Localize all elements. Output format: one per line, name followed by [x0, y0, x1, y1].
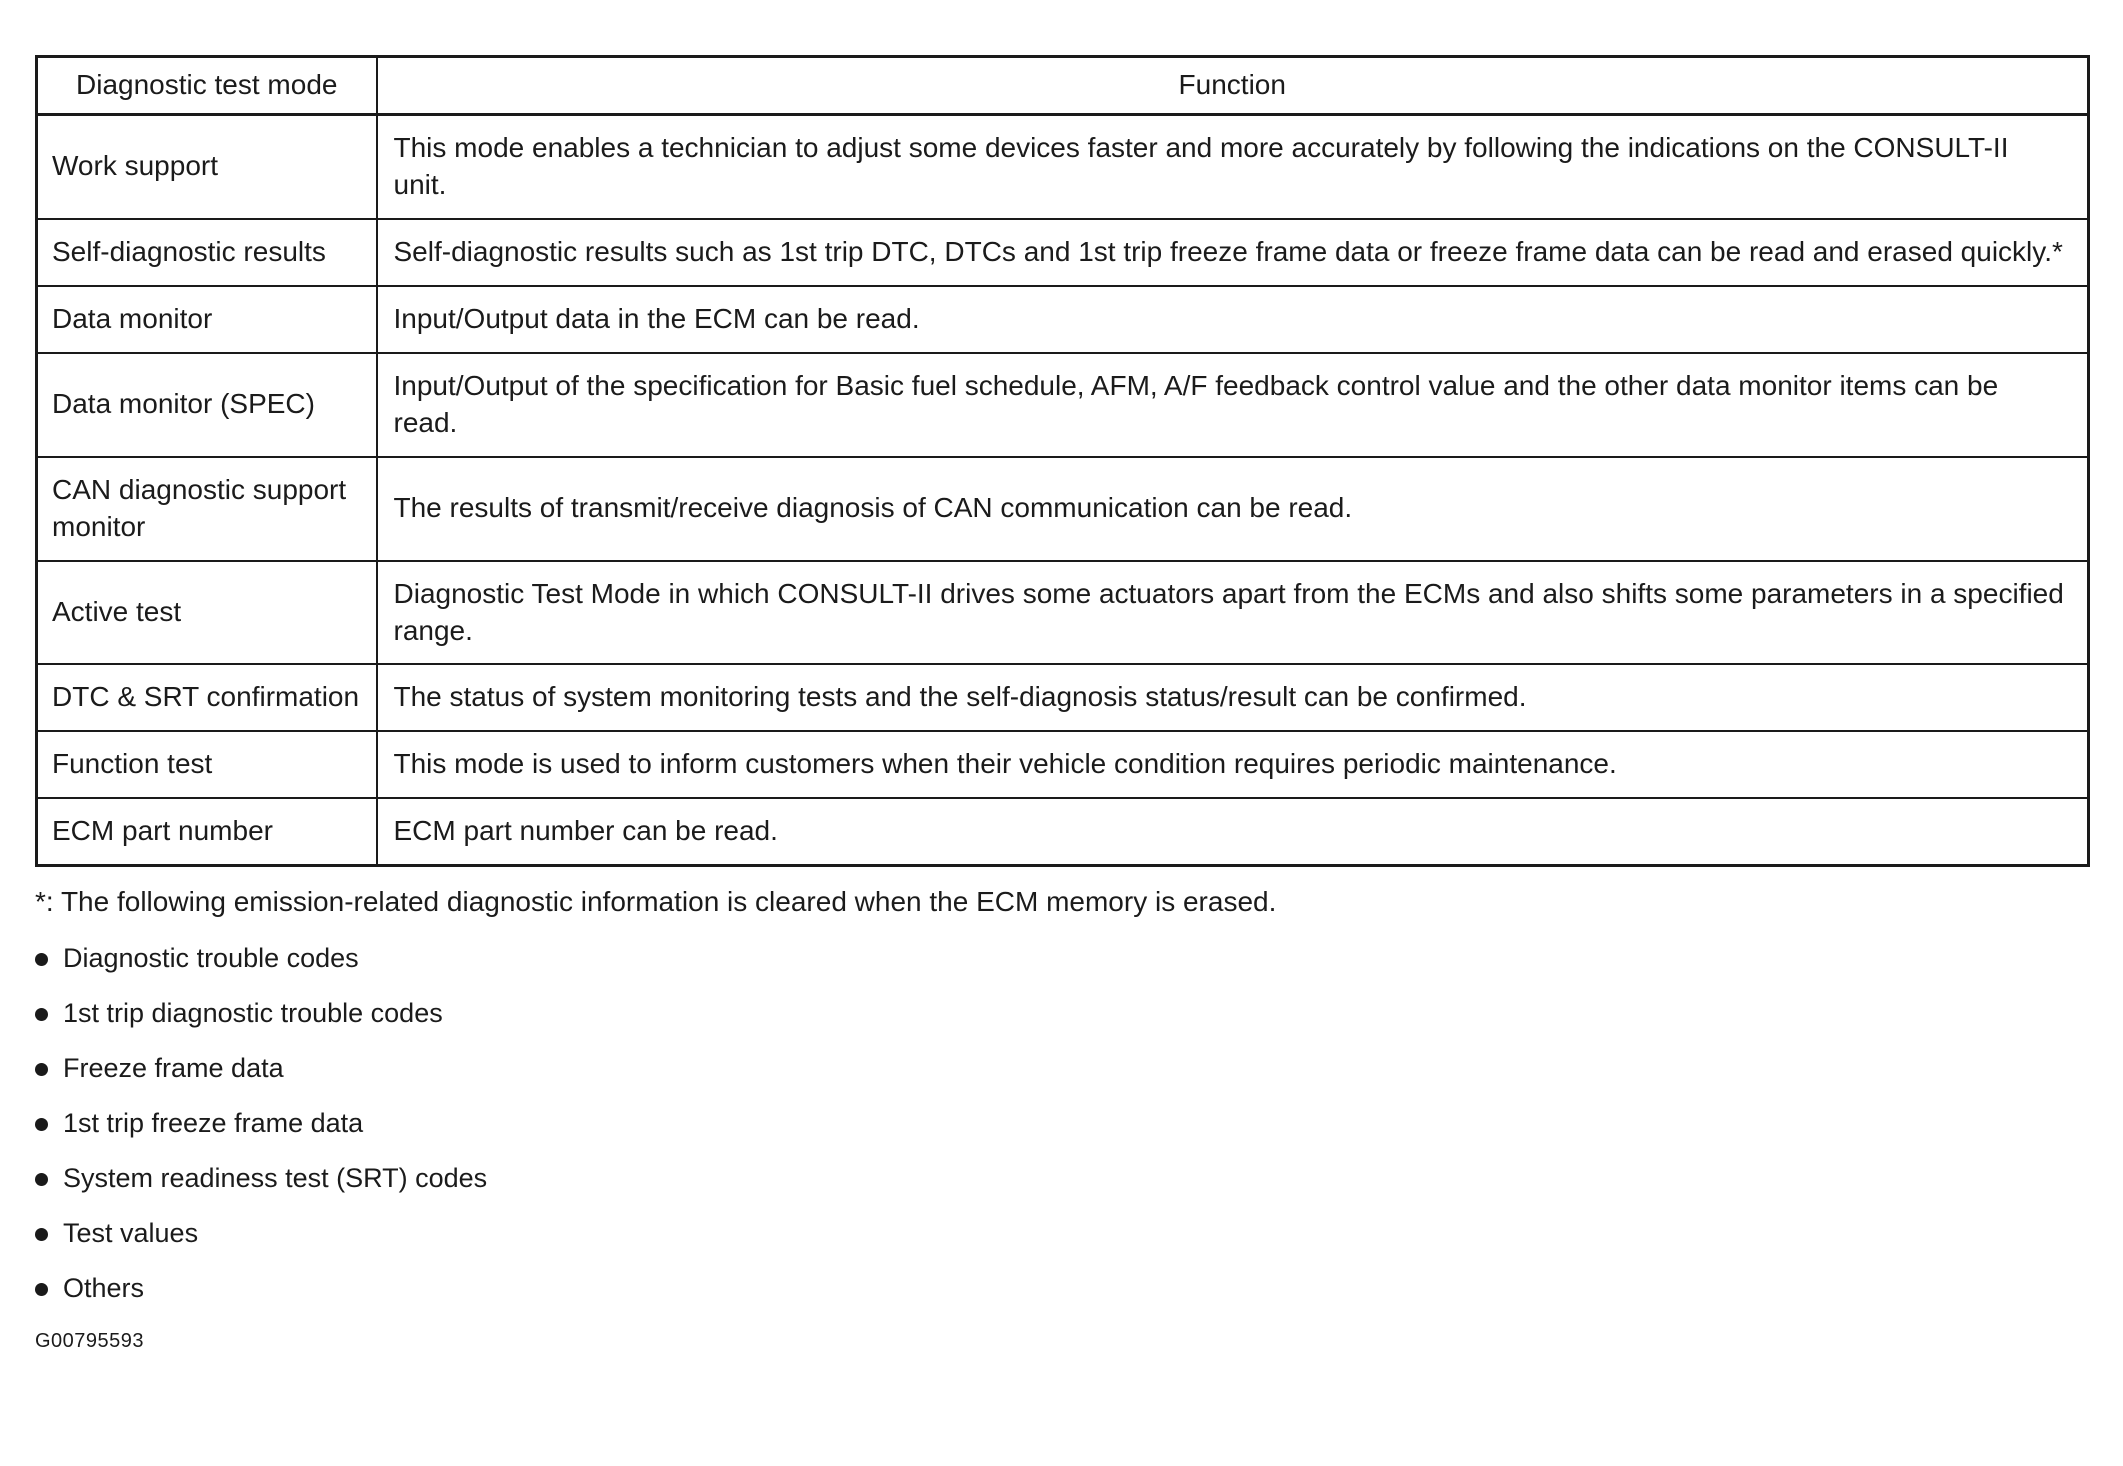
- bullet-icon: [35, 953, 48, 966]
- function-cell: This mode is used to inform customers when their vehicle condition requires periodic maintenance.: [377, 731, 2089, 798]
- bullet-icon: [35, 1063, 48, 1076]
- column-header-function: Function: [377, 57, 2089, 115]
- mode-cell: ECM part number: [37, 798, 377, 865]
- list-item-label: Diagnostic trouble codes: [63, 942, 359, 973]
- function-cell: ECM part number can be read.: [377, 798, 2089, 865]
- header-row: [37, 57, 2089, 115]
- list-item: [35, 1107, 2090, 1138]
- mode-cell: Work support: [37, 114, 377, 218]
- table-row: [37, 353, 2089, 457]
- mode-cell: DTC & SRT confirmation: [37, 664, 377, 731]
- table-row: [37, 561, 2089, 665]
- list-item-label: Freeze frame data: [63, 1052, 284, 1083]
- function-cell: Input/Output of the specification for Basic fuel schedule, AFM, A/F feedback control value and the other data monitor items can be read.: [377, 353, 2089, 457]
- table-row: [37, 457, 2089, 561]
- list-item: [35, 1052, 2090, 1083]
- list-item-label: 1st trip freeze frame data: [63, 1107, 364, 1138]
- list-item: [35, 1272, 2090, 1303]
- table-row: [37, 114, 2089, 218]
- column-header-mode: Diagnostic test mode: [37, 57, 377, 115]
- table-row: [37, 286, 2089, 353]
- list-item-label: Test values: [63, 1217, 199, 1248]
- list-item: [35, 1217, 2090, 1248]
- diagnostic-modes-table: [35, 55, 2090, 867]
- table-row: [37, 219, 2089, 286]
- footnote: *: The following emission-related diagnostic information is cleared when the ECM memory is erased.: [35, 886, 1277, 918]
- function-cell: The results of transmit/receive diagnosis of CAN communication can be read.: [377, 457, 2089, 561]
- list-item-label: Others: [63, 1272, 145, 1303]
- list-item: [35, 942, 2090, 973]
- mode-cell: CAN diagnostic support monitor: [37, 457, 377, 561]
- table-row: [37, 798, 2089, 865]
- function-cell: Input/Output data in the ECM can be read.: [377, 286, 2089, 353]
- table-row: [37, 731, 2089, 798]
- emission-info-list: [35, 942, 2090, 1303]
- bullet-icon: [35, 1228, 48, 1241]
- mode-cell: Data monitor: [37, 286, 377, 353]
- mode-cell: Self-diagnostic results: [37, 219, 377, 286]
- bullet-icon: [35, 1118, 48, 1131]
- mode-cell: Data monitor (SPEC): [37, 353, 377, 457]
- function-cell: This mode enables a technician to adjust some devices faster and more accurately by following the indications on the CONSULT-II unit.: [377, 114, 2089, 218]
- mode-cell: Function test: [37, 731, 377, 798]
- table-row: [37, 664, 2089, 731]
- bullet-icon: [35, 1008, 48, 1021]
- mode-cell: Active test: [37, 561, 377, 665]
- list-item-label: 1st trip diagnostic trouble codes: [63, 997, 443, 1028]
- list-item-label: System readiness test (SRT) codes: [63, 1162, 488, 1193]
- function-cell: Self-diagnostic results such as 1st trip DTC, DTCs and 1st trip freeze frame data or freeze frame data can be read and erased quickly.*: [377, 219, 2089, 286]
- figure-code: G00795593: [35, 1329, 145, 1352]
- list-item: [35, 1162, 2090, 1193]
- list-item: [35, 997, 2090, 1028]
- function-cell: The status of system monitoring tests and the self-diagnosis status/result can be confirmed.: [377, 664, 2089, 731]
- bullet-icon: [35, 1173, 48, 1186]
- function-cell: Diagnostic Test Mode in which CONSULT-II drives some actuators apart from the ECMs and also shifts some parameters in a specified range.: [377, 561, 2089, 665]
- bullet-icon: [35, 1283, 48, 1296]
